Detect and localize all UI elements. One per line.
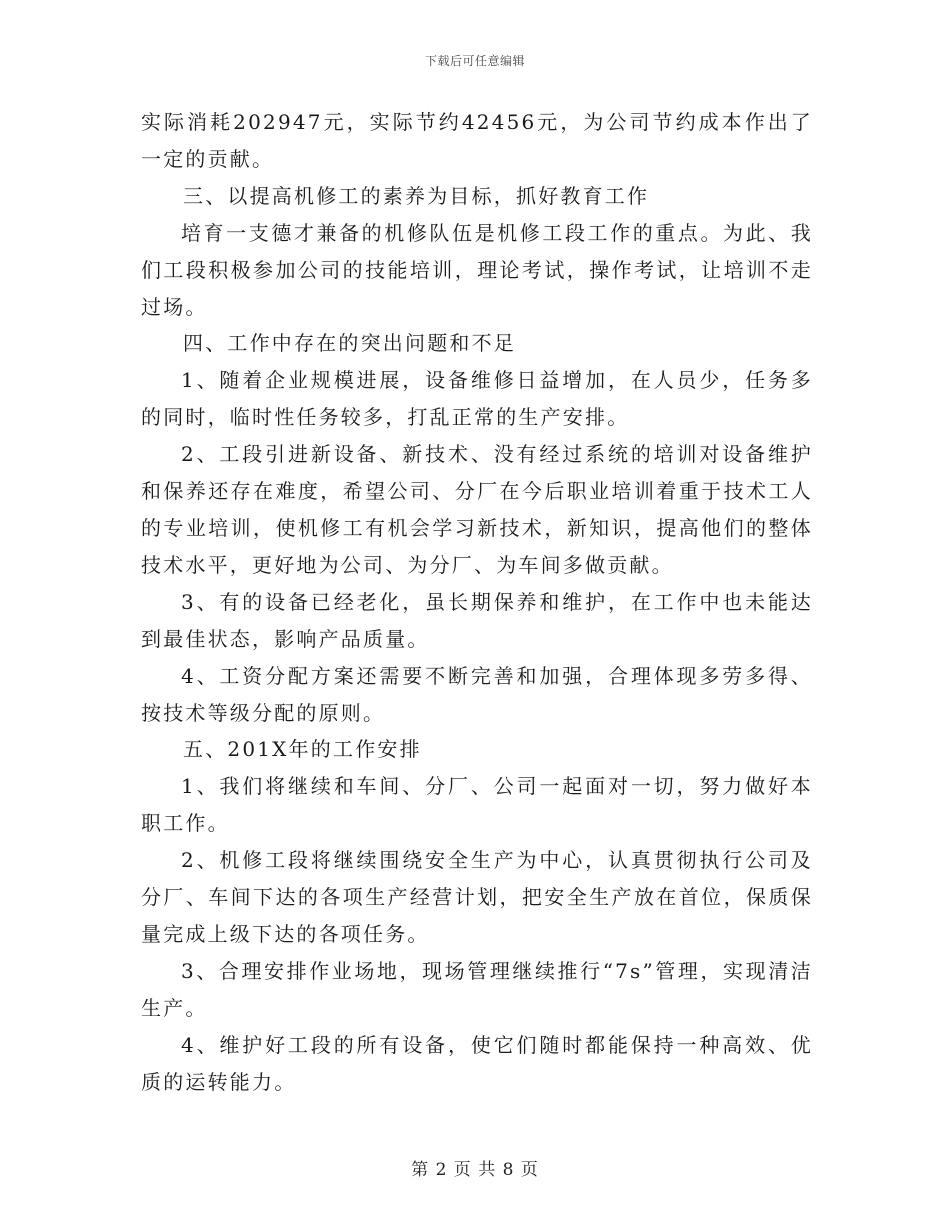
section-heading-education: 三、以提高机修工的素养为目标，抓好教育工作 (183, 183, 650, 208)
paragraph-plan-4: 4、维护好工段的所有设备，使它们随时都能保持一种高效、优质的运转能力。 (141, 1032, 813, 1094)
section-heading-problems: 四、工作中存在的突出问题和不足 (183, 331, 516, 356)
paragraph-cost-savings: 实际消耗202947元，实际节约42456元，为公司节约成本作出了一定的贡献。 (141, 110, 813, 171)
paragraph-problem-2: 2、工段引进新设备、新技术、没有经过系统的培训对设备维护和保养还存在难度，希望公司、分厂在今后职业培训着重于技术工人的专业培训，使机修工有机会学习新技术，新知识，提高他们的整体技术水平，更好地为公司、为分厂、为车间多做贡献。 (141, 442, 813, 577)
page-number: 第 2 页 共 8 页 (411, 1160, 539, 1180)
paragraph-plan-1: 1、我们将继续和车间、分厂、公司一起面对一切，努力做好本职工作。 (141, 774, 813, 836)
document-body (141, 104, 813, 1100)
paragraph-problem-1: 1、随着企业规模进展，设备维修日益增加，在人员少，任务多的同时，临时性任务较多，打乱正常的生产安排。 (141, 368, 813, 430)
page-header-note: 下载后可任意编辑 (424, 54, 525, 68)
section-heading-plan: 五、201X年的工作安排 (183, 737, 422, 762)
paragraph-plan-3: 3、合理安排作业场地，现场管理继续推行“7s”管理，实现清洁生产。 (141, 958, 813, 1020)
paragraph-problem-4: 4、工资分配方案还需要不断完善和加强，合理体现多劳多得、按技术等级分配的原则。 (141, 663, 813, 725)
paragraph-training: 培育一支德才兼备的机修队伍是机修工段工作的重点。为此、我们工段积极参加公司的技能培训，理论考试，操作考试，让培训不走过场。 (141, 220, 813, 319)
paragraph-problem-3: 3、有的设备已经老化，虽长期保养和维护，在工作中也未能达到最佳状态，影响产品质量。 (141, 589, 813, 651)
paragraph-plan-2: 2、机修工段将继续围绕安全生产为中心，认真贯彻执行公司及分厂、车间下达的各项生产经营计划，把安全生产放在首位，保质保量完成上级下达的各项任务。 (141, 848, 813, 946)
